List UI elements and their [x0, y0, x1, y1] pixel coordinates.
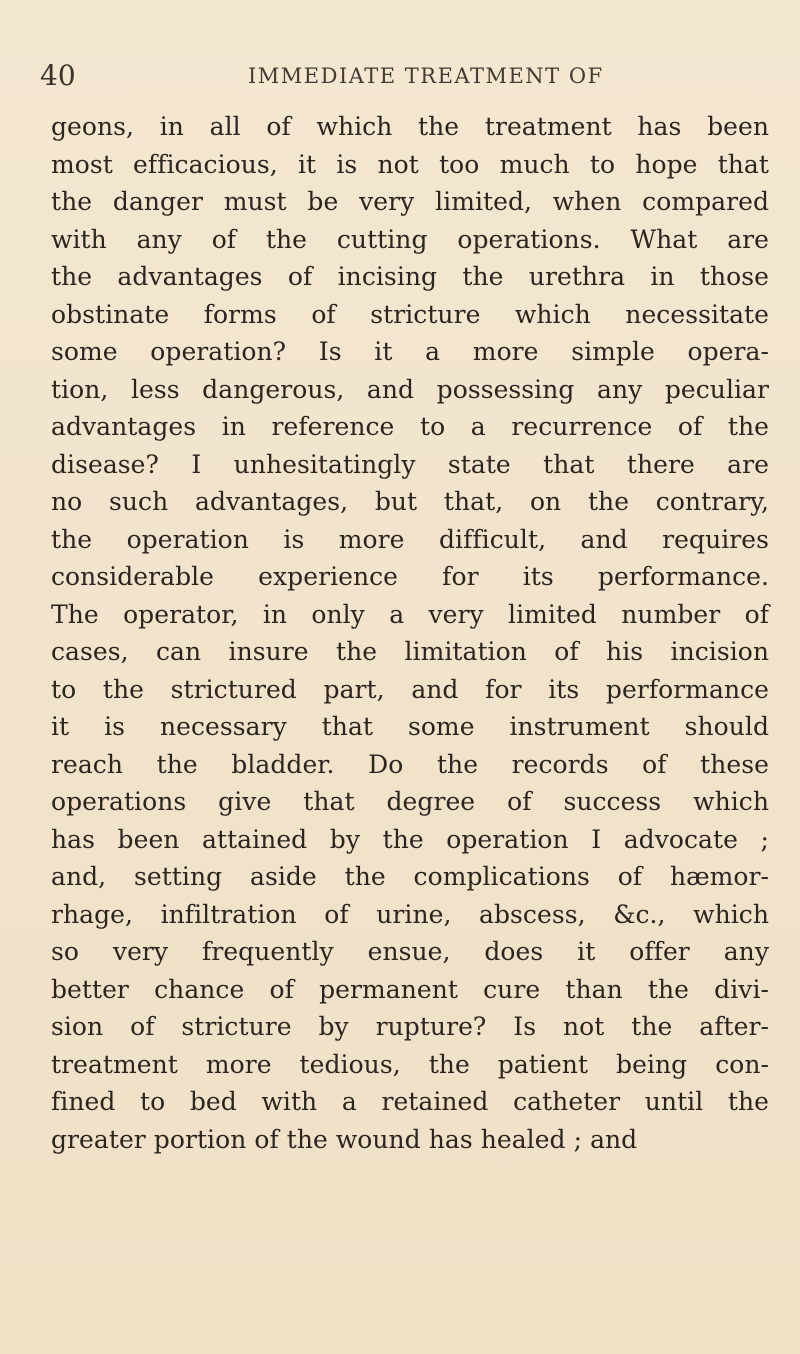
text-line: considerable experience for its performance.	[51, 562, 769, 591]
text-line: most efficacious, it is not too much to hope that	[51, 149, 769, 179]
text-line: the danger must be very limited, when compared	[51, 187, 769, 216]
text-line: some operation? Is it a more simple opera-	[51, 337, 769, 366]
text-line: sion of stricture by rupture? Is not the after-	[51, 1012, 769, 1041]
text-line: operations give that degree of success which	[51, 787, 769, 816]
text-line: geons, in all of which the treatment has been	[51, 112, 769, 141]
text-line: reach the bladder. Do the records of these	[51, 749, 769, 779]
text-line: disease? I unhesitatingly state that there are	[51, 449, 769, 479]
text-line: to the strictured part, and for its performance	[51, 674, 769, 704]
text-line: better chance of permanent cure than the divi-	[51, 974, 769, 1004]
text-line: rhage, infiltration of urine, abscess, &c., which	[51, 899, 769, 929]
running-head: IMMEDIATE TREATMENT OF	[248, 64, 604, 88]
text-line: the operation is more difficult, and requires	[51, 524, 769, 554]
text-line: fined to bed with a retained catheter until the	[51, 1087, 769, 1116]
text-line: cases, can insure the limitation of his incision	[51, 637, 769, 666]
text-line: treatment more tedious, the patient being con-	[51, 1049, 769, 1079]
text-line: the advantages of incising the urethra in those	[51, 262, 769, 291]
text-line: tion, less dangerous, and possessing any peculiar	[51, 374, 769, 404]
text-line: has been attained by the operation I advocate ;	[51, 824, 769, 854]
text-line: it is necessary that some instrument should	[51, 712, 769, 741]
text-line: greater portion of the wound has healed ; and	[51, 1124, 638, 1154]
text-line: obstinate forms of stricture which necessitate	[51, 299, 769, 329]
text-line: so very frequently ensue, does it offer any	[51, 937, 769, 966]
text-line: and, setting aside the complications of hæmor-	[51, 862, 769, 891]
body-text	[51, 108, 769, 1158]
text-line: advantages in reference to a recurrence of the	[51, 412, 769, 441]
page-header	[40, 58, 760, 94]
text-line: no such advantages, but that, on the contrary,	[51, 487, 769, 516]
text-line: with any of the cutting operations. What are	[51, 224, 769, 254]
page-number: 40	[40, 59, 76, 92]
text-line: The operator, in only a very limited number of	[51, 599, 769, 629]
